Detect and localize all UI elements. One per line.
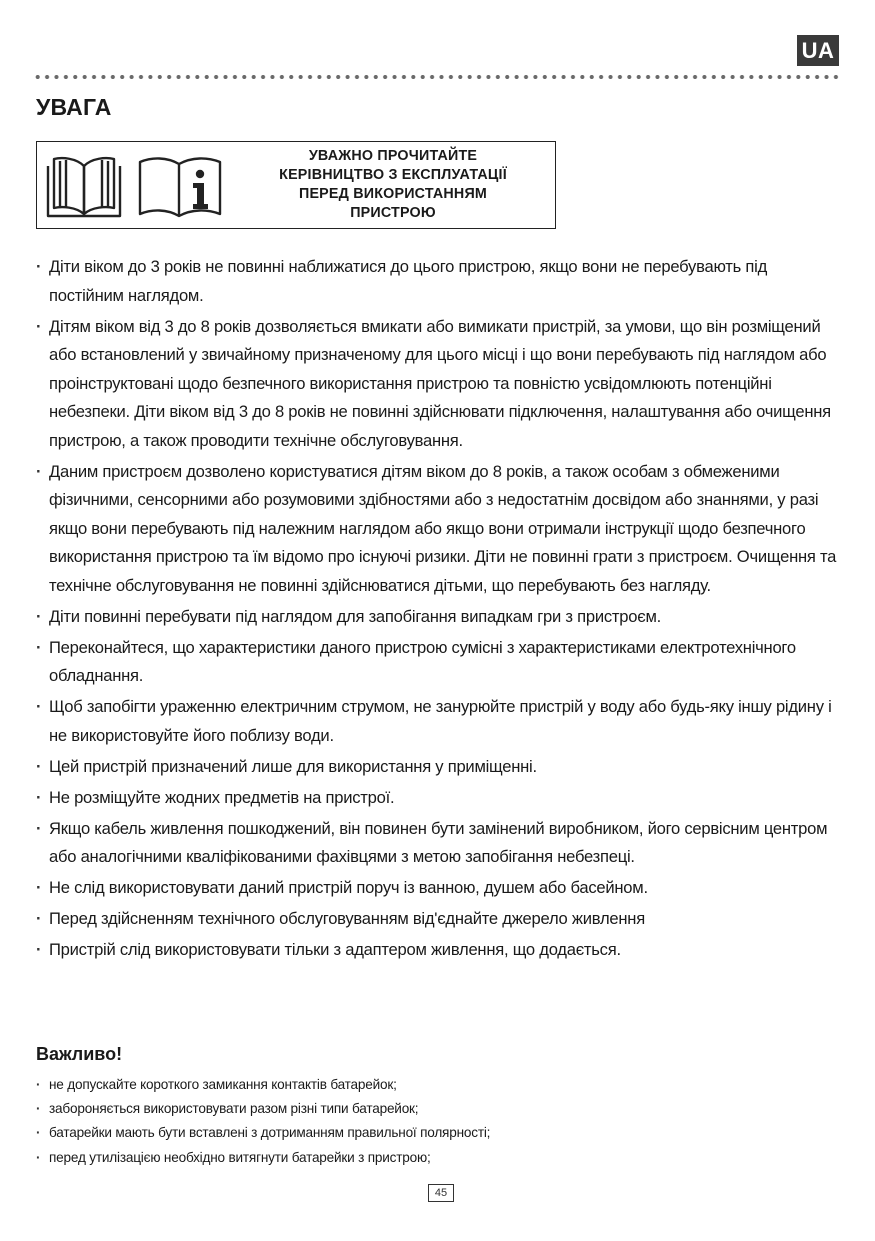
list-item: · Не розміщуйте жодних предметів на пристрої.: [36, 784, 844, 813]
page-title: УВАГА: [36, 94, 112, 120]
info-icon: [137, 154, 223, 218]
list-item: · Діти віком до 3 років не повинні наближатися до цього пристрою, якщо вони не перебувають під постійним наглядом.: [36, 253, 844, 310]
notice-text: УВАЖНО ПРОЧИТАЙТЕ КЕРІВНИЦТВО З ЕКСПЛУАТАЦІЇ ПЕРЕД ВИКОРИСТАННЯМ ПРИСТРОЮ: [279, 148, 507, 221]
list-item: · не допускайте короткого замикання контактів батарейок;: [36, 1073, 736, 1097]
list-item: · батарейки мають бути вставлені з дотриманням правильної полярності;: [36, 1121, 736, 1145]
list-item: · Цей пристрій призначений лише для використання у приміщенні.: [36, 753, 844, 782]
list-item: · перед утилізацією необхідно витягнути батарейки з пристрою;: [36, 1146, 736, 1170]
read-manual-notice: [36, 141, 556, 229]
list-item: · Щоб запобігти ураженню електричним струмом, не занурюйте пристрій у воду або будь-яку іншу рідину і не використовуйте його поблизу води.: [36, 693, 844, 750]
page-number: 45: [428, 1184, 454, 1202]
list-item: · забороняється використовувати разом різні типи батарейок;: [36, 1097, 736, 1121]
list-item: · Переконайтеся, що характеристики даного пристрою сумісні з характеристиками електротехнічного обладнання.: [36, 634, 844, 691]
battery-notes-list: [36, 1073, 736, 1170]
list-item: · Перед здійсненням технічного обслуговуванням від'єднайте джерело живлення: [36, 905, 844, 934]
list-item: · Не слід використовувати даний пристрій поруч із ванною, душем або басейном.: [36, 874, 844, 903]
safety-rules-list: [36, 253, 844, 967]
dotted-divider: [33, 74, 839, 80]
list-item: · Дітям віком від 3 до 8 років дозволяється вмикати або вимикати пристрій, за умови, що він розміщений або встановлений у звичайному призначеному для цього місці і що вони перебувають під наглядом або проінструктовані щодо безпечного використання пристрою та повністю усвідомлюють потенційні небезпеки. Діти віком від 3 до 8 років не повинні здійснювати підключення, налаштування або очищення пристрою, а також проводити технічне обслуговування.: [36, 313, 844, 456]
language-badge: UA: [797, 35, 839, 66]
list-item: · Даним пристроєм дозволено користуватися дітям віком до 8 років, а також особам з обмеженими фізичними, сенсорними або розумовими здібностями або з недостатнім досвідом або знаннями, у разі якщо вони перебувають під належним наглядом або якщо вони отримали інструкції щодо безпечного використання пристрою та їм відомо про існуючі ризики. Діти не повинні грати з пристроєм. Очищення та технічне обслуговування не повинні здійснюватися дітьми, що перебувають без нагляду.: [36, 458, 844, 601]
list-item: · Пристрій слід використовувати тільки з адаптером живлення, що додається.: [36, 936, 844, 965]
important-heading: Важливо!: [36, 1044, 123, 1064]
book-icon: [46, 154, 122, 218]
list-item: · Якщо кабель живлення пошкоджений, він повинен бути замінений виробником, його сервісним центром або аналогічними кваліфікованими фахівцями з метою запобігання небезпеці.: [36, 815, 844, 872]
list-item: · Діти повинні перебувати під наглядом для запобігання випадкам гри з пристроєм.: [36, 603, 844, 632]
